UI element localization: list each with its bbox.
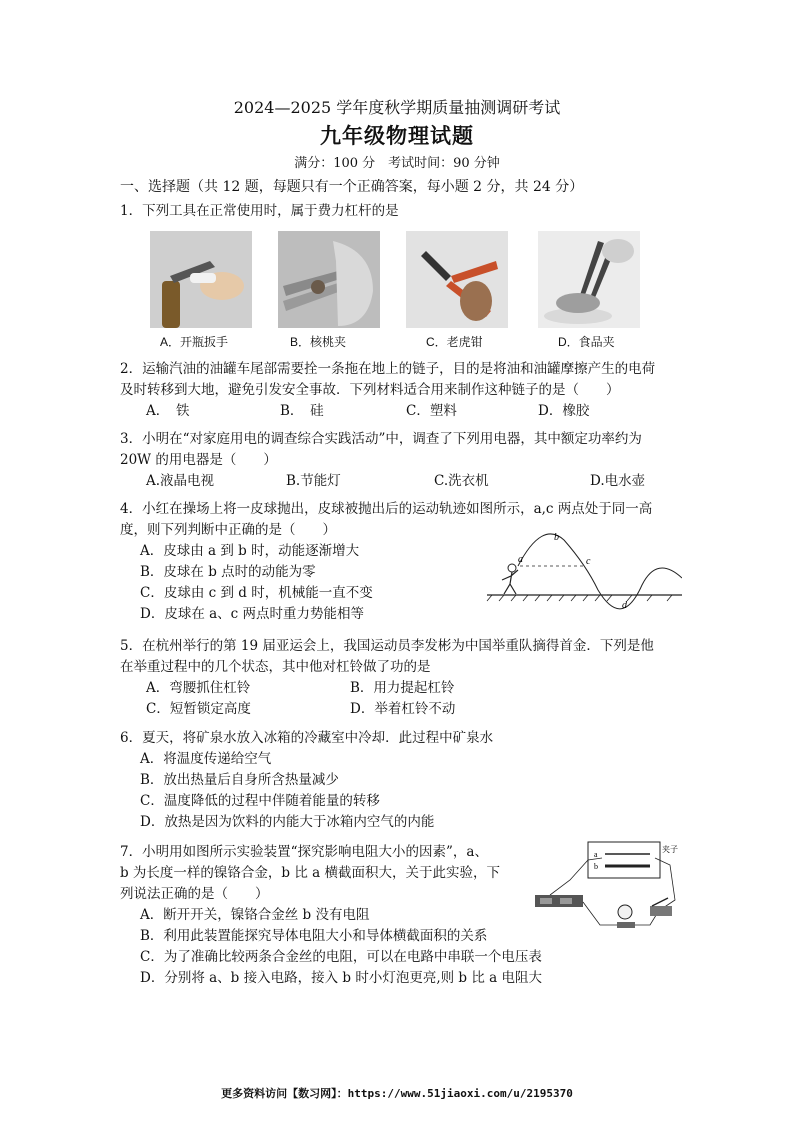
question-5-line2: 在举重过程中的几个状态，其中他对杠铃做了功的是 [120,658,431,675]
q4-option-d: D．皮球在 a、c 两点时重力势能相等 [140,605,365,622]
question-7-line2: b 为长度一样的镍铬合金，b 比 a 横截面积大，关于此实验，下 [120,864,500,881]
q6-option-a: A．将温度传递给空气 [140,750,272,767]
q7-option-b: B．利用此装置能探究导体电阻大小和导体横截面积的关系 [140,927,488,944]
q1-label-c: C．老虎钳 [426,335,483,349]
q2-option-b: B． 硅 [280,402,324,419]
q6-option-d: D．放热是因为饮料的内能大于冰箱内空气的内能 [140,813,435,830]
exam-subtitle: 九年级物理试题 [320,123,474,148]
q1-label-a: A．开瓶扳手 [160,335,229,349]
question-1-stem: 1．下列工具在正常使用时，属于费力杠杆的是 [120,203,399,219]
question-6-line1: 6．夏天，将矿泉水放入冰箱的冷藏室中冷却．此过程中矿泉水 [120,730,494,746]
footer-link[interactable]: 更多资料访问【数习网】：https://www.51jiaoxi.com/u/2195370 [221,1087,573,1100]
question-1 [120,201,680,222]
q5-option-c: C．短暂锁定高度 [146,700,251,717]
q5-option-a: A．弯腰抓住杠铃 [146,679,251,696]
question-3-options [120,471,680,492]
fig4-label-b: b [554,532,559,543]
question-2-line1: 2．运输汽油的油罐车尾部需要拴一条拖在地上的链子，目的是将油和油罐摩擦产生的电荷 [120,361,656,377]
q3-option-c: C.洗衣机 [434,472,489,489]
fig7-label-clip: 夹子 [662,845,678,854]
q6-option-c: C．温度降低的过程中伴随着能量的转移 [140,792,380,809]
fig4-label-a: a [518,554,523,565]
bottle-opener-image [150,231,252,328]
q1-label-d: D．食品夹 [558,335,615,349]
question-5 [120,636,680,720]
exam-title: 2024—2025 学年度秋学期质量抽测调研考试 [233,98,561,117]
q7-option-c: C．为了准确比较两条合金丝的电阻，可以在电路中串联一个电压表 [140,948,542,965]
fig7-label-b: b [594,862,598,871]
q3-option-a: A.液晶电视 [146,472,215,489]
ball-trajectory-figure [482,530,682,610]
q5-option-b: B．用力提起杠铃 [350,679,455,696]
q2-option-a: A． 铁 [146,402,190,419]
q2-option-d: D．橡胶 [538,402,590,419]
fig4-label-d: d [622,600,627,610]
question-2-options [120,401,680,422]
q6-option-b: B．放出热量后自身所含热量减少 [140,771,339,788]
question-6 [120,728,680,833]
pliers-image [406,231,508,328]
circuit-figure [530,840,680,940]
q4-option-b: B．皮球在 b 点时的动能为零 [140,563,316,580]
fig4-label-c: c [586,556,591,567]
section-heading: 一、选择题（共 12 题，每题只有一个正确答案，每小题 2 分，共 24 分） [120,179,584,195]
question-7-line1: 7．小明用如图所示实验装置“探究影响电阻大小的因素”，a、 [120,844,488,860]
question-3 [120,429,680,492]
fig7-label-a: a [594,850,598,859]
question-3-line1: 3．小明在“对家庭用电的调查综合实践活动”中，调查了下列用电器，其中额定功率约为 [120,431,642,447]
q2-option-c: C．塑料 [406,402,457,419]
q7-option-d: D．分别将 a、b 接入电路，接入 b 时小灯泡更亮,则 b 比 a 电阻大 [140,969,542,986]
question-7-line3: 列说法正确的是（ ） [120,885,269,902]
question-1-images [150,231,670,353]
food-tongs-image [538,231,640,328]
nutcracker-image [278,231,380,328]
q1-label-b: B．核桃夹 [290,335,347,349]
q3-option-b: B.节能灯 [286,472,341,489]
exam-meta: 满分：100 分 考试时间：90 分钟 [294,156,500,171]
q7-option-a: A．断开开关，镍铬合金丝 b 没有电阻 [140,906,370,923]
question-2 [120,359,680,422]
question-4-line1: 4．小红在操场上将一皮球抛出，皮球被抛出后的运动轨迹如图所示，a,c 两点处于同一高 [120,501,653,517]
q5-option-d: D．举着杠铃不动 [350,700,456,717]
question-5-options-row1 [120,678,680,699]
question-3-line2: 20W 的用电器是（ ） [120,451,277,468]
question-5-line1: 5．在杭州举行的第 19 届亚运会上，我国运动员李发彬为中国举重队摘得首金．下列是他 [120,638,654,654]
question-2-line2: 及时转移到大地，避免引发安全事故．下列材料适合用来制作这种链子的是（ ） [120,381,620,398]
q4-option-c: C．皮球由 c 到 d 时，机械能一直不变 [140,584,373,601]
q3-option-d: D.电水壶 [590,472,646,489]
question-4-line2: 度，则下列判断中正确的是（ ） [120,521,336,538]
question-5-options-row2 [120,699,680,720]
q4-option-a: A．皮球由 a 到 b 时，动能逐渐增大 [140,542,360,559]
